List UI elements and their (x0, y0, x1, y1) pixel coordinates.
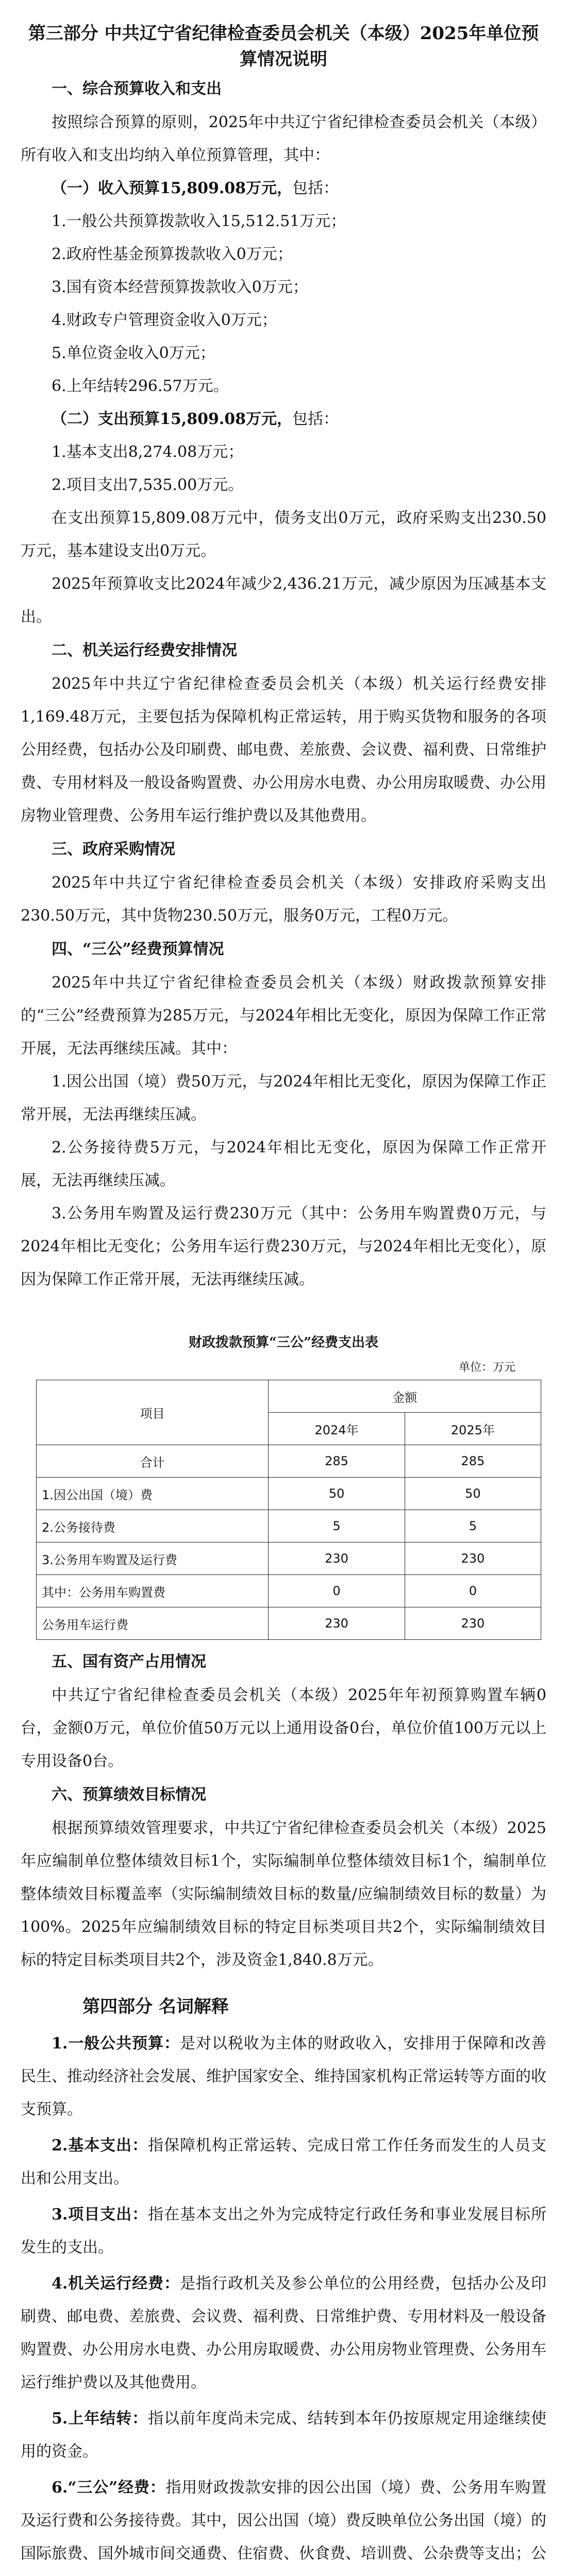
row-name: 公务用车运行费 (37, 1607, 269, 1640)
row-2024: 0 (269, 1575, 405, 1607)
col-amount: 金额 (269, 1380, 541, 1413)
term-name: 5.上年结转： (52, 2410, 148, 2428)
list-item: 1.一般公共预算拨款收入15,512.51万元； (52, 212, 346, 230)
term-text: 指在基本支出之外为完成特定行政任务和事业发展目标所发生的支出。 (21, 2206, 546, 2257)
paragraph: 1.因公出国（境）费50万元，与2024年相比无变化，原因为保障工作正常开展，无法再继续压减。 (21, 1073, 546, 1124)
term-name: 1.一般公共预算： (52, 2035, 180, 2053)
term-item (21, 2027, 546, 2126)
paragraph: 中共辽宁省纪律检查委员会机关（本级）2025年年初预算购置车辆0台，金额0万元，单位价值50万元以上通用设备0台，单位价值100万元以上专用设备0台。 (21, 1686, 546, 1770)
expense-rest: 包括： (292, 410, 339, 428)
section-heading: 四、“三公”经费预算情况 (52, 940, 224, 958)
table-header-row (37, 1380, 541, 1413)
paragraph: 2025年中共辽宁省纪律检查委员会机关（本级）安排政府采购支出230.50万元，其中货物230.50万元，服务0万元，工程0万元。 (21, 874, 546, 925)
section-heading: 五、国有资产占用情况 (52, 1653, 206, 1671)
table-row (37, 1575, 541, 1607)
term-text: 指保障机构正常运转、完成日常工作任务而发生的人员支出和公用支出。 (21, 2137, 546, 2188)
income-title: （一）收入预算15,809.08万元， (52, 179, 293, 197)
expense-summary (21, 403, 546, 436)
list-item: 1.基本支出8,274.08万元； (52, 443, 244, 461)
section-heading: 三、政府采购情况 (52, 840, 175, 858)
term-item (21, 2198, 546, 2264)
row-2025: 5 (405, 1510, 541, 1543)
table-row (37, 1543, 541, 1575)
list-item: 5.单位资金收入0万元； (52, 344, 215, 362)
term-text: 指以前年度尚未完成、结转到本年仍按原规定用途继续使用的资金。 (21, 2410, 546, 2461)
list-item: 4.财政专户管理资金收入0万元； (52, 311, 277, 329)
row-name: 1.因公出国（境）费 (37, 1478, 269, 1510)
term-name: 6.“三公”经费： (52, 2479, 166, 2497)
list-item: 2.项目支出7,535.00万元。 (52, 476, 244, 494)
row-2025: 0 (405, 1575, 541, 1607)
col-2024: 2024年 (269, 1413, 405, 1445)
row-2024: 5 (269, 1510, 405, 1543)
table-title: 财政拨款预算“三公”经费支出表 (189, 1335, 378, 1350)
col-project: 项目 (37, 1380, 269, 1445)
three-public-table (36, 1380, 541, 1640)
document-title: 第三部分 中共辽宁省纪律检查委员会机关（本级）2025年单位预算情况说明 (28, 23, 539, 70)
term-text: 是对以税收为主体的财政收入，安排用于保障和改善民生、推动经济社会发展、维护国家安全、维持国家机构正常运转等方面的收支预算。 (21, 2035, 546, 2119)
term-item (21, 2402, 546, 2468)
term-text: 是指行政机关及参公单位的公用经费，包括办公及印刷费、邮电费、差旅费、会议费、福利费、日常维护费、专用材料及一般设备购置费、办公用房水电费、办公用房取暖费、办公用房物业管理费、公务用车运行维护费以及其他费用。 (21, 2275, 546, 2392)
expense-title: （二）支出预算15,809.08万元， (52, 410, 293, 428)
paragraph: 按照综合预算的原则，2025年中共辽宁省纪律检查委员会机关（本级）所有收入和支出均纳入单位预算管理，其中： (21, 113, 546, 164)
section-heading: 二、机关运行经费安排情况 (52, 641, 237, 659)
income-rest: 包括： (292, 179, 339, 197)
row-name: 其中：公务用车购置费 (37, 1575, 269, 1607)
list-item: 3.国有资本经营预算拨款收入0万元； (52, 278, 308, 296)
row-2024: 50 (269, 1478, 405, 1510)
term-item (21, 2267, 546, 2399)
term-text: 指用财政拨款安排的因公出国（境）费、公务用车购置及运行费和公务接待费。其中，因公出国（境）费反映单位公务出国（境）的国际旅费、国外城市间交通费、住宿费、伙食费、培训费、公杂费等支出；公 (21, 2479, 546, 2563)
paragraph: 2.公务接待费5万元，与2024年相比无变化，原因为保障工作正常开展，无法再继续压减。 (21, 1139, 546, 1190)
table-row (37, 1445, 541, 1478)
paragraph: 3.公务用车购置及运行费230万元（其中：公务用车购置费0万元，与2024年相比无变化；公务用车运行费230万元，与2024年相比无变化），原因为保障工作正常开展，无法再继续压减。 (21, 1205, 546, 1289)
table-unit: 单位：万元 (458, 1361, 515, 1374)
paragraph: 2025年中共辽宁省纪律检查委员会机关（本级）机关运行经费安排1,169.48万元，主要包括为保障机构正常运转，用于购买货物和服务的各项公用经费，包括办公及印刷费、邮电费、差旅费、会议费、福利费、日常维护费、专用材料及一般设备购置费、办公用房水电费、办公用房取暖费、办公用房物业管理费、公务用车运行维护费以及其他费用。 (21, 675, 546, 825)
row-2025: 230 (405, 1543, 541, 1575)
term-item (21, 2129, 546, 2195)
table-row (37, 1607, 541, 1640)
term-item (21, 2471, 546, 2576)
row-name: 3.公务用车购置及运行费 (37, 1543, 269, 1575)
col-2025: 2025年 (405, 1413, 541, 1445)
row-name: 合计 (37, 1445, 269, 1478)
row-2024: 230 (269, 1607, 405, 1640)
row-2024: 230 (269, 1543, 405, 1575)
paragraph: 根据预算绩效管理要求，中共辽宁省纪律检查委员会机关（本级）2025年应编制单位整体绩效目标1个，实际编制单位整体绩效目标1个，编制单位整体绩效目标覆盖率（实际编制绩效目标的数量/应编制绩效目标的数量）为100%。2025年应编制绩效目标的特定目标类项目共2个，实际编制绩效目标的特定目标类项目共2个，涉及资金1,840.8万元。 (21, 1819, 546, 1969)
list-item: 6.上年结转296.57万元。 (52, 377, 229, 395)
row-2024: 285 (269, 1445, 405, 1478)
row-2025: 50 (405, 1478, 541, 1510)
paragraph: 2025年预算收支比2024年减少2,436.21万元，减少原因为压减基本支出。 (21, 575, 546, 626)
income-summary (21, 172, 546, 205)
term-name: 3.项目支出： (52, 2206, 148, 2224)
row-2025: 230 (405, 1607, 541, 1640)
term-name: 4.机关运行经费： (52, 2275, 180, 2293)
paragraph: 在支出预算15,809.08万元中，债务支出0万元，政府采购支出230.50万元，基本建设支出0万元。 (21, 509, 546, 560)
section-heading: 六、预算绩效目标情况 (52, 1786, 206, 1804)
table-row (37, 1478, 541, 1510)
row-2025: 285 (405, 1445, 541, 1478)
paragraph: 2025年中共辽宁省纪律检查委员会机关（本级）财政拨款预算安排的“三公”经费预算为285万元，与2024年相比无变化，原因为保障工作正常开展，无法再继续压减。其中： (21, 974, 546, 1058)
term-name: 2.基本支出： (52, 2137, 148, 2155)
row-name: 2.公务接待费 (37, 1510, 269, 1543)
table-row (37, 1510, 541, 1543)
part-heading: 第四部分 名词解释 (82, 1996, 229, 2017)
section-heading: 一、综合预算收入和支出 (52, 80, 222, 98)
list-item: 2.政府性基金预算拨款收入0万元； (52, 245, 293, 263)
